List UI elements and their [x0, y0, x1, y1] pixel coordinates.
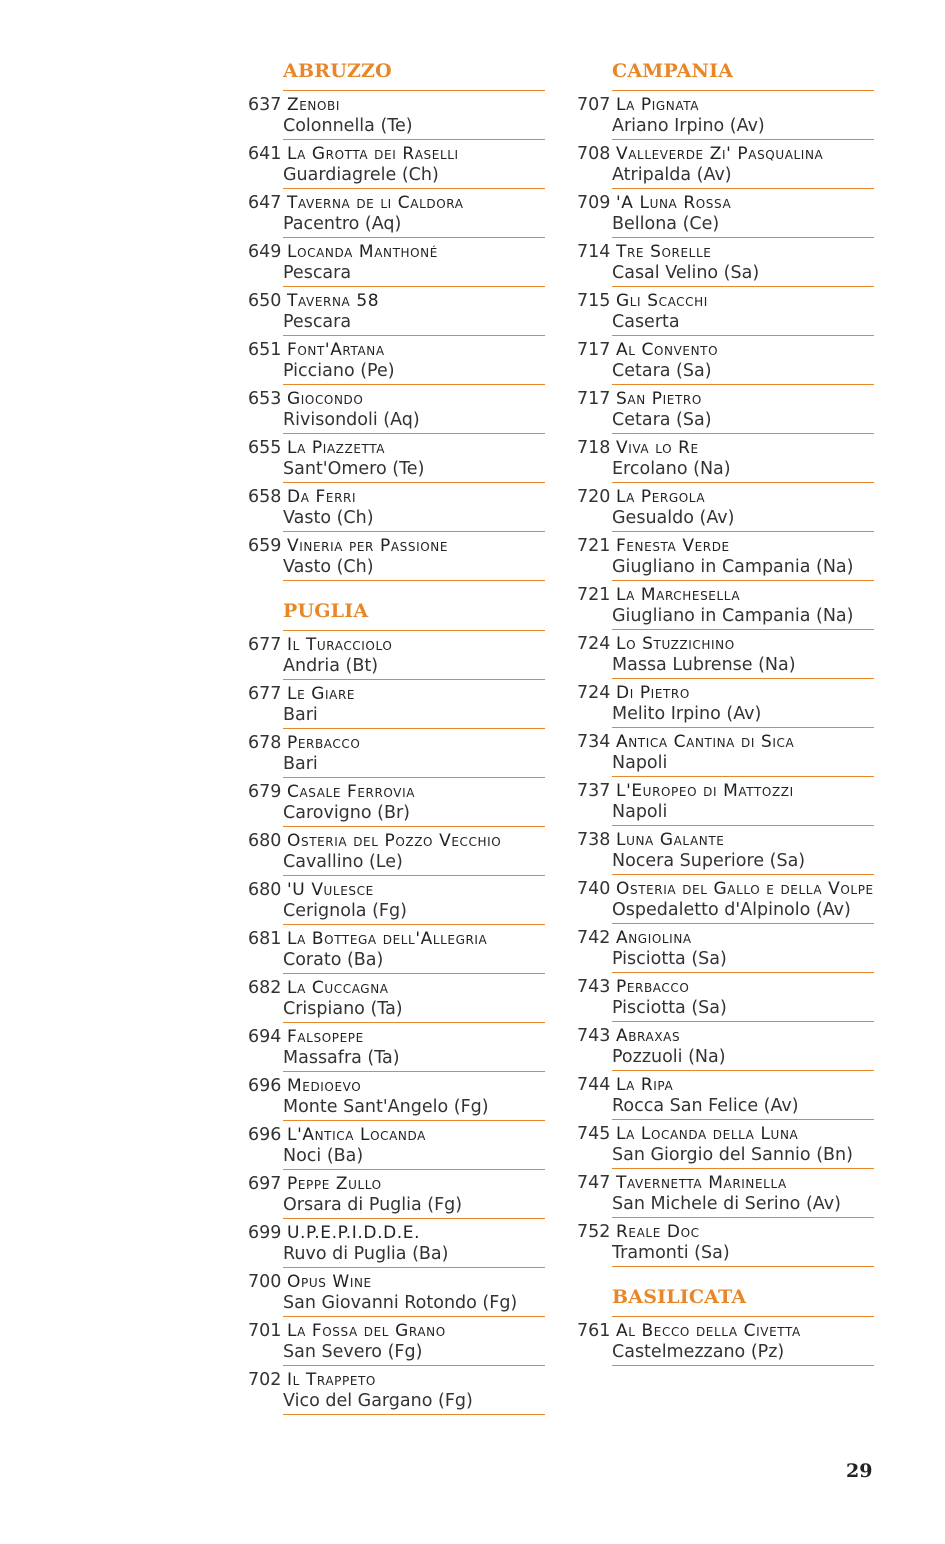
restaurant-location: Ruvo di Puglia (Ba) [283, 1244, 449, 1264]
region-section [248, 598, 548, 1415]
restaurant-name: Le Giare [287, 684, 356, 704]
restaurant-location: San Severo (Fg) [283, 1342, 423, 1362]
restaurant-entry [577, 875, 874, 924]
restaurant-entry [248, 680, 545, 729]
restaurant-entry [577, 1022, 874, 1071]
entry-page-number: 708 [577, 144, 611, 164]
restaurant-entry [248, 729, 545, 778]
restaurant-name: Gli Scacchi [616, 291, 708, 311]
restaurant-location: Napoli [612, 802, 668, 822]
restaurant-entry [248, 140, 545, 189]
restaurant-entry [577, 679, 874, 728]
restaurant-name: L'Europeo di Mattozzi [616, 781, 794, 801]
restaurant-name: Font'Artana [287, 340, 385, 360]
region-section [248, 58, 548, 581]
restaurant-location: Nocera Superiore (Sa) [612, 851, 806, 871]
right-column [577, 58, 877, 1366]
restaurant-entry [248, 974, 545, 1023]
restaurant-entry [577, 630, 874, 679]
restaurant-location: Vasto (Ch) [283, 508, 374, 528]
restaurant-location: Bari [283, 754, 318, 774]
restaurant-location: San Michele di Serino (Av) [612, 1194, 841, 1214]
entry-page-number: 637 [248, 95, 282, 115]
restaurant-entry [577, 483, 874, 532]
entry-page-number: 697 [248, 1174, 282, 1194]
restaurant-location: Bellona (Ce) [612, 214, 720, 234]
restaurant-name: La Bottega dell'Allegria [287, 929, 488, 949]
entry-page-number: 681 [248, 929, 282, 949]
entry-page-number: 721 [577, 585, 611, 605]
entry-page-number: 743 [577, 1026, 611, 1046]
restaurant-location: Gesualdo (Av) [612, 508, 735, 528]
entry-page-number: 650 [248, 291, 282, 311]
entry-page-number: 699 [248, 1223, 282, 1243]
entry-page-number: 677 [248, 684, 282, 704]
entry-page-number: 761 [577, 1321, 611, 1341]
restaurant-name: Perbacco [616, 977, 690, 997]
restaurant-name: Vineria per Passione [287, 536, 449, 556]
restaurant-name: Reale Doc [616, 1222, 700, 1242]
restaurant-location: Colonnella (Te) [283, 116, 413, 136]
restaurant-entry [577, 924, 874, 973]
restaurant-name: 'A Luna Rossa [616, 193, 732, 213]
restaurant-location: Ospedaletto d'Alpinolo (Av) [612, 900, 851, 920]
entry-page-number: 655 [248, 438, 282, 458]
restaurant-entry [577, 1317, 874, 1366]
restaurant-name: La Pergola [616, 487, 706, 507]
restaurant-location: Pacentro (Aq) [283, 214, 402, 234]
region-title: ABRUZZO [283, 60, 392, 82]
restaurant-location: Sant'Omero (Te) [283, 459, 425, 479]
restaurant-name: Fenesta Verde [616, 536, 730, 556]
restaurant-location: Ariano Irpino (Av) [612, 116, 765, 136]
entry-page-number: 743 [577, 977, 611, 997]
restaurant-entry [248, 189, 545, 238]
restaurant-location: Vico del Gargano (Fg) [283, 1391, 473, 1411]
restaurant-entry [248, 385, 545, 434]
entry-page-number: 701 [248, 1321, 282, 1341]
restaurant-entry [248, 631, 545, 680]
restaurant-location: Pisciotta (Sa) [612, 949, 727, 969]
restaurant-name: La Fossa del Grano [287, 1321, 446, 1341]
restaurant-entry [248, 778, 545, 827]
restaurant-location: Pisciotta (Sa) [612, 998, 727, 1018]
restaurant-entry [248, 1072, 545, 1121]
restaurant-entry [577, 1169, 874, 1218]
restaurant-entry [577, 140, 874, 189]
entry-page-number: 752 [577, 1222, 611, 1242]
restaurant-name: Il Trappeto [287, 1370, 376, 1390]
restaurant-name: La Cuccagna [287, 978, 389, 998]
restaurant-name: Tre Sorelle [616, 242, 712, 262]
restaurant-location: Cavallino (Le) [283, 852, 403, 872]
restaurant-entry [577, 189, 874, 238]
entry-page-number: 694 [248, 1027, 282, 1047]
restaurant-name: Luna Galante [616, 830, 725, 850]
entry-page-number: 647 [248, 193, 282, 213]
restaurant-location: Atripalda (Av) [612, 165, 732, 185]
restaurant-location: Vasto (Ch) [283, 557, 374, 577]
restaurant-entry [577, 385, 874, 434]
restaurant-location: Giugliano in Campania (Na) [612, 606, 854, 626]
restaurant-location: Crispiano (Ta) [283, 999, 403, 1019]
restaurant-entry [248, 1023, 545, 1072]
region-title: BASILICATA [612, 1286, 747, 1308]
region-section [577, 1284, 877, 1366]
restaurant-location: Noci (Ba) [283, 1146, 364, 1166]
entry-page-number: 641 [248, 144, 282, 164]
entry-page-number: 696 [248, 1076, 282, 1096]
restaurant-name: La Piazzetta [287, 438, 386, 458]
entry-page-number: 717 [577, 340, 611, 360]
restaurant-name: Perbacco [287, 733, 361, 753]
entry-page-number: 700 [248, 1272, 282, 1292]
restaurant-entry [248, 827, 545, 876]
entry-page-number: 715 [577, 291, 611, 311]
entry-page-number: 682 [248, 978, 282, 998]
restaurant-location: San Giovanni Rotondo (Fg) [283, 1293, 518, 1313]
restaurant-name: La Marchesella [616, 585, 741, 605]
left-column [248, 58, 548, 1415]
restaurant-entry [248, 483, 545, 532]
restaurant-name: Valleverde Zi' Pasqualina [616, 144, 824, 164]
restaurant-name: Lo Stuzzichino [616, 634, 735, 654]
restaurant-location: Andria (Bt) [283, 656, 379, 676]
restaurant-entry [577, 1071, 874, 1120]
restaurant-name: Angiolina [616, 928, 692, 948]
entry-page-number: 679 [248, 782, 282, 802]
entry-page-number: 744 [577, 1075, 611, 1095]
restaurant-location: Cetara (Sa) [612, 410, 712, 430]
restaurant-name: La Grotta dei Raselli [287, 144, 459, 164]
entry-page-number: 717 [577, 389, 611, 409]
entry-page-number: 742 [577, 928, 611, 948]
restaurant-name: Il Turacciolo [287, 635, 393, 655]
page-number: 29 [846, 1460, 873, 1482]
restaurant-name: U.P.E.P.I.D.D.E. [287, 1223, 421, 1243]
entry-page-number: 651 [248, 340, 282, 360]
restaurant-name: Al Convento [616, 340, 719, 360]
entry-page-number: 680 [248, 831, 282, 851]
entry-page-number: 658 [248, 487, 282, 507]
restaurant-name: Da Ferri [287, 487, 357, 507]
restaurant-location: Massa Lubrense (Na) [612, 655, 796, 675]
restaurant-location: Rocca San Felice (Av) [612, 1096, 799, 1116]
restaurant-entry [577, 238, 874, 287]
entry-page-number: 696 [248, 1125, 282, 1145]
restaurant-name: Osteria del Pozzo Vecchio [287, 831, 502, 851]
restaurant-entry [248, 1317, 545, 1366]
restaurant-location: Picciano (Pe) [283, 361, 395, 381]
restaurant-name: Viva lo Re [616, 438, 699, 458]
entry-page-number: 649 [248, 242, 282, 262]
restaurant-location: Giugliano in Campania (Na) [612, 557, 854, 577]
restaurant-entry [248, 925, 545, 974]
restaurant-name: Al Becco della Civetta [616, 1321, 801, 1341]
restaurant-entry [248, 1170, 545, 1219]
restaurant-name: 'U Vulesce [287, 880, 374, 900]
restaurant-entry [577, 336, 874, 385]
entry-page-number: 737 [577, 781, 611, 801]
entry-page-number: 734 [577, 732, 611, 752]
restaurant-entry [248, 238, 545, 287]
region-title: CAMPANIA [612, 60, 734, 82]
restaurant-location: Melito Irpino (Av) [612, 704, 762, 724]
restaurant-name: Di Pietro [616, 683, 690, 703]
restaurant-entry [248, 91, 545, 140]
entry-page-number: 745 [577, 1124, 611, 1144]
restaurant-entry [577, 728, 874, 777]
restaurant-entry [577, 532, 874, 581]
restaurant-name: Opus Wine [287, 1272, 372, 1292]
restaurant-entry [577, 581, 874, 630]
entry-page-number: 707 [577, 95, 611, 115]
entry-page-number: 718 [577, 438, 611, 458]
restaurant-entry [248, 287, 545, 336]
restaurant-name: Osteria del Gallo e della Volpe [616, 879, 874, 899]
restaurant-location: Ercolano (Na) [612, 459, 731, 479]
restaurant-location: Cetara (Sa) [612, 361, 712, 381]
restaurant-location: Rivisondoli (Aq) [283, 410, 420, 430]
restaurant-location: Pescara [283, 312, 352, 332]
restaurant-location: Napoli [612, 753, 668, 773]
restaurant-entry [577, 287, 874, 336]
restaurant-name: L'Antica Locanda [287, 1125, 426, 1145]
restaurant-entry [577, 434, 874, 483]
restaurant-name: Abraxas [616, 1026, 681, 1046]
restaurant-location: Castelmezzano (Pz) [612, 1342, 785, 1362]
entry-page-number: 714 [577, 242, 611, 262]
restaurant-name: Falsopepe [287, 1027, 364, 1047]
restaurant-name: La Locanda della Luna [616, 1124, 799, 1144]
entry-page-number: 702 [248, 1370, 282, 1390]
entry-page-number: 738 [577, 830, 611, 850]
entry-page-number: 724 [577, 634, 611, 654]
restaurant-location: Orsara di Puglia (Fg) [283, 1195, 463, 1215]
restaurant-entry [248, 434, 545, 483]
restaurant-entry [248, 876, 545, 925]
restaurant-entry [248, 1366, 545, 1415]
restaurant-entry [248, 532, 545, 581]
restaurant-name: La Pignata [616, 95, 700, 115]
restaurant-name: Tavernetta Marinella [616, 1173, 787, 1193]
entry-page-number: 721 [577, 536, 611, 556]
entry-page-number: 678 [248, 733, 282, 753]
restaurant-location: Casal Velino (Sa) [612, 263, 760, 283]
restaurant-location: Guardiagrele (Ch) [283, 165, 439, 185]
restaurant-entry [577, 826, 874, 875]
restaurant-name: Peppe Zullo [287, 1174, 382, 1194]
entry-page-number: 724 [577, 683, 611, 703]
restaurant-name: Zenobi [287, 95, 341, 115]
restaurant-location: Pescara [283, 263, 352, 283]
entry-page-number: 747 [577, 1173, 611, 1193]
entry-page-number: 720 [577, 487, 611, 507]
restaurant-entry [577, 973, 874, 1022]
restaurant-entry [577, 91, 874, 140]
restaurant-entry [577, 1120, 874, 1169]
restaurant-entry [577, 777, 874, 826]
restaurant-entry [248, 1219, 545, 1268]
restaurant-location: Bari [283, 705, 318, 725]
restaurant-name: Giocondo [287, 389, 364, 409]
region-section [577, 58, 877, 1267]
restaurant-name: La Ripa [616, 1075, 674, 1095]
restaurant-name: Taverna de li Caldora [287, 193, 464, 213]
restaurant-entry [248, 336, 545, 385]
restaurant-location: Carovigno (Br) [283, 803, 411, 823]
restaurant-name: San Pietro [616, 389, 702, 409]
restaurant-location: Massafra (Ta) [283, 1048, 400, 1068]
restaurant-location: Monte Sant'Angelo (Fg) [283, 1097, 489, 1117]
entry-page-number: 653 [248, 389, 282, 409]
restaurant-location: Pozzuoli (Na) [612, 1047, 726, 1067]
restaurant-name: Casale Ferrovia [287, 782, 416, 802]
entry-page-number: 659 [248, 536, 282, 556]
restaurant-entry [577, 1218, 874, 1267]
restaurant-name: Taverna 58 [287, 291, 380, 311]
restaurant-location: San Giorgio del Sannio (Bn) [612, 1145, 853, 1165]
restaurant-location: Corato (Ba) [283, 950, 384, 970]
entry-page-number: 677 [248, 635, 282, 655]
restaurant-location: Cerignola (Fg) [283, 901, 407, 921]
restaurant-name: Locanda Manthoné [287, 242, 438, 262]
restaurant-location: Caserta [612, 312, 680, 332]
restaurant-entry [248, 1121, 545, 1170]
entry-page-number: 709 [577, 193, 611, 213]
entry-page-number: 680 [248, 880, 282, 900]
region-title: PUGLIA [283, 600, 369, 622]
restaurant-name: Antica Cantina di Sica [616, 732, 795, 752]
entry-page-number: 740 [577, 879, 611, 899]
restaurant-location: Tramonti (Sa) [612, 1243, 730, 1263]
restaurant-name: Medioevo [287, 1076, 362, 1096]
restaurant-entry [248, 1268, 545, 1317]
